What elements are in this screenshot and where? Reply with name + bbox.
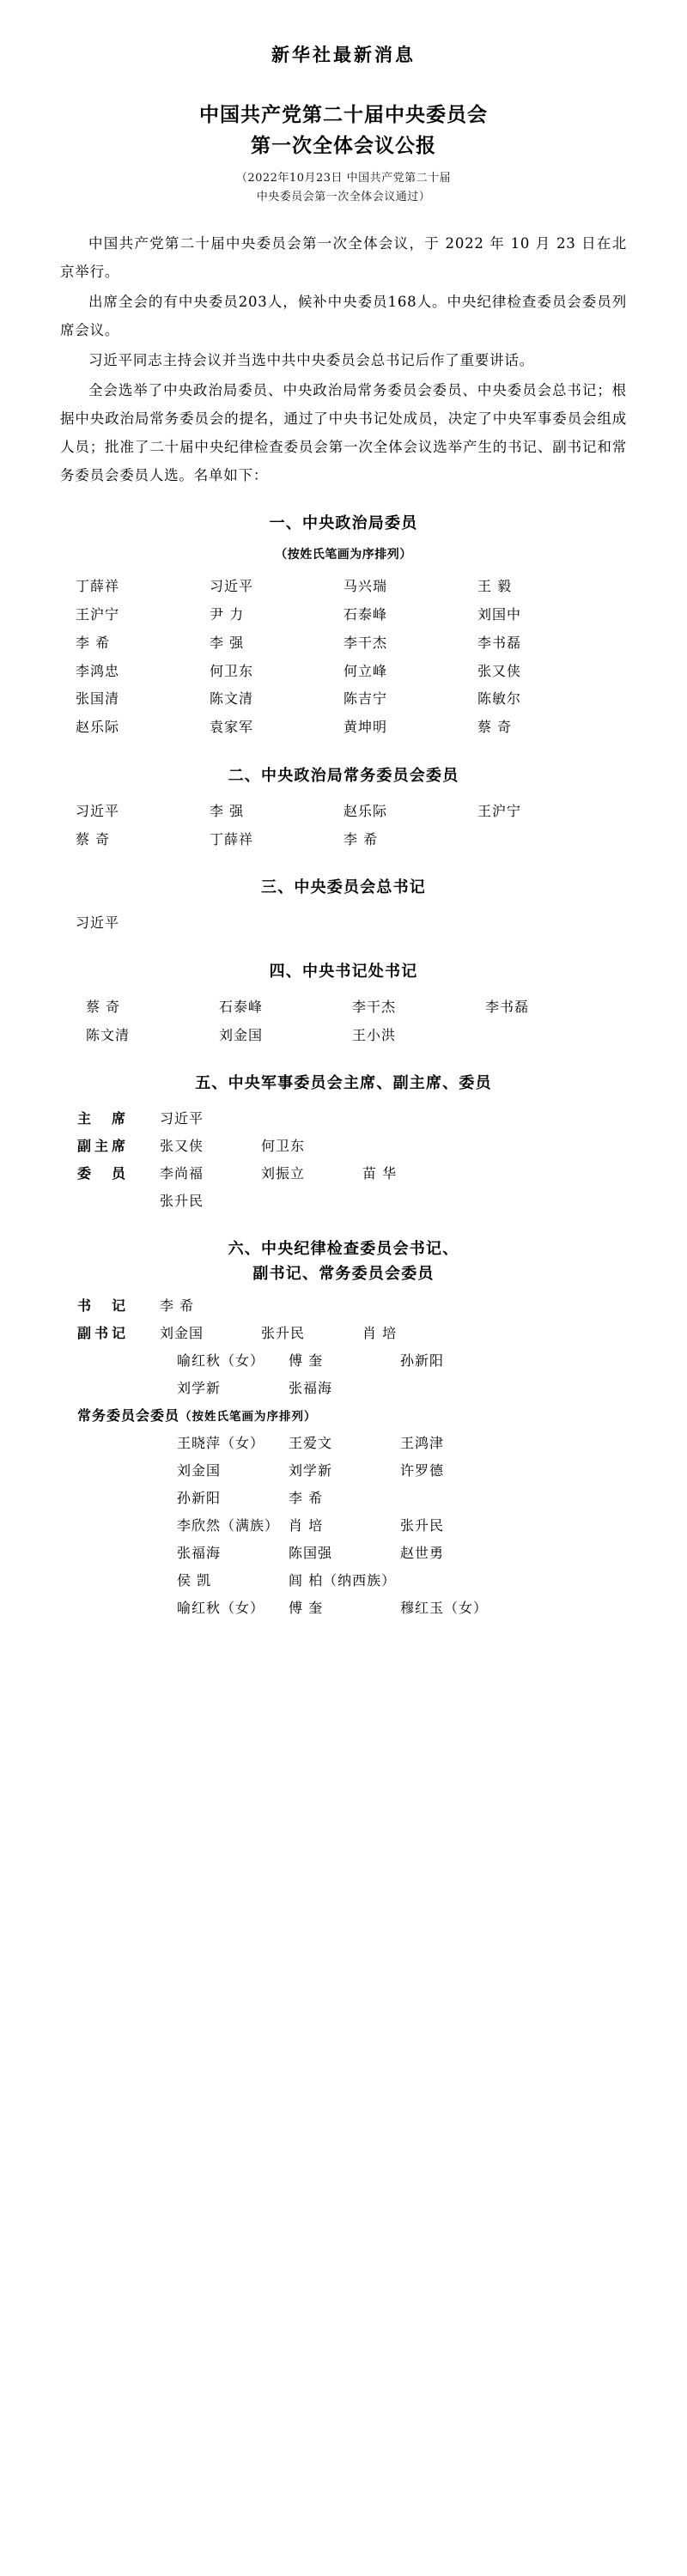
list-item: 何卫东: [210, 662, 254, 679]
masthead: 新华社最新消息: [271, 44, 416, 65]
list-item: 李 强: [210, 634, 245, 651]
role-row: [77, 1160, 627, 1188]
role-row-secretary: [77, 1292, 627, 1320]
role-label: 委 员: [77, 1165, 130, 1182]
list-item: 刘金国: [177, 1461, 222, 1479]
list-item: 陈国强: [289, 1544, 333, 1561]
standing-committee-subheading: [77, 1402, 627, 1430]
list-item: 侯 凯: [177, 1571, 212, 1589]
name-list-secretariat: [60, 993, 627, 1050]
role-list-ccdi: [60, 1292, 627, 1622]
role-label: 副主席: [77, 1138, 130, 1155]
list-item: 李干杰: [344, 634, 388, 651]
paragraph: 中国共产党第二十届中央委员会第一次全体会议，于 2022 年 10 月 23 日在北京举行。: [60, 235, 627, 281]
section-heading-general-secretary: 三、中央委员会总书记: [261, 878, 426, 897]
ccdi-heading-line-2: 副书记、常务委员会委员: [252, 1265, 435, 1284]
standing-committee-row: [77, 1430, 627, 1457]
list-item: 李干杰: [352, 998, 397, 1015]
paragraph: 全会选举了中央政治局委员、中央政治局常务委员会委员、中央委员会总书记；根据中央政治局常务委员会的提名，通过了中央书记处成员，决定了中央军事委员会组成人员；批准了二十届中央纪律检查委员会第一次全体会议选举产生的书记、副书记和常务委员会委员人选。名单如下：: [60, 382, 627, 484]
list-item: 石泰峰: [344, 606, 388, 623]
list-item: 李 希: [344, 830, 379, 848]
list-item: 张又侠: [477, 662, 522, 679]
list-item: 陈敏尔: [477, 690, 522, 708]
document-subtitle: [60, 169, 627, 207]
list-item: 蔡 奇: [86, 998, 121, 1015]
deputy-row: [77, 1375, 627, 1402]
standing-committee-row: [77, 1457, 627, 1485]
title-line-1: 中国共产党第二十届中央委员会: [199, 103, 488, 126]
list-item: 傅 奎: [289, 1599, 324, 1616]
list-item: 习近平: [160, 1110, 204, 1127]
list-item: 王晓萍（女）: [177, 1434, 265, 1451]
standing-committee-row: [77, 1567, 627, 1595]
list-item: 赵世勇: [400, 1544, 445, 1561]
list-item: 赵乐际: [76, 719, 120, 736]
role-names: [160, 1292, 261, 1320]
list-item: 蔡 奇: [76, 830, 111, 848]
list-item: 张福海: [289, 1379, 333, 1396]
list-item: 王沪宁: [477, 802, 522, 819]
list-item: 李欣然（满族）: [177, 1516, 280, 1534]
list-item: 喻红秋（女）: [177, 1352, 265, 1369]
list-item: 陈吉宁: [344, 690, 388, 708]
role-names: [160, 1160, 464, 1188]
list-item: 赵乐际: [344, 802, 388, 819]
list-item: 石泰峰: [219, 998, 264, 1015]
list-item: 刘金国: [160, 1324, 204, 1341]
name-list-standing-committee: [60, 798, 627, 854]
list-item: 蔡 奇: [477, 719, 513, 736]
role-label: 主 席: [77, 1110, 130, 1127]
subtitle-line-2: 中央委员会第一次全体会议通过）: [256, 191, 431, 204]
role-names: [160, 1188, 261, 1215]
section-heading-politburo: 一、中央政治局委员: [269, 514, 418, 533]
list-item: 习近平: [210, 578, 254, 595]
standing-committee-row: [77, 1512, 627, 1540]
list-item: 苗 华: [362, 1165, 398, 1182]
list-item: 刘金国: [219, 1026, 264, 1043]
subtitle-line-1: （2022年10月23日 中国共产党第二十届: [235, 172, 452, 185]
role-row-deputy: [77, 1320, 627, 1347]
standing-committee-label: 常务委员会委员: [77, 1406, 180, 1424]
standing-committee-note: （按姓氏笔画为序排列）: [179, 1409, 317, 1424]
section-heading-ccdi: [60, 1237, 627, 1287]
list-item: 王小洪: [352, 1026, 397, 1043]
list-item: 李 希: [160, 1297, 195, 1314]
list-item: 何卫东: [261, 1138, 306, 1155]
list-item: 傅 奎: [289, 1352, 324, 1369]
list-item: 张升民: [160, 1193, 204, 1210]
list-item: 闾 柏（纳西族）: [289, 1571, 397, 1589]
list-item: 陈文清: [86, 1026, 131, 1043]
list-item: 孙新阳: [177, 1489, 222, 1506]
list-item: 喻红秋（女）: [177, 1599, 265, 1616]
name-general-secretary: 习近平: [76, 914, 120, 932]
section-heading-standing-committee: 二、中央政治局常务委员会委员: [228, 767, 459, 786]
list-item: 许罗德: [400, 1461, 445, 1479]
list-item: 陈文清: [210, 690, 254, 708]
list-item: 刘学新: [177, 1379, 222, 1396]
list-item: 黄坤明: [344, 719, 388, 736]
list-item: 李书磊: [477, 634, 522, 651]
page-title: [60, 100, 627, 161]
list-item: 张又侠: [160, 1138, 204, 1155]
paragraph: 出席全会的有中央委员203人，候补中央委员168人。中央纪律检查委员会委员列席会议。: [60, 294, 627, 339]
ccdi-heading-line-1: 六、中央纪律检查委员会书记、: [228, 1240, 459, 1259]
list-item: 李书磊: [485, 998, 530, 1015]
role-names: [160, 1133, 362, 1160]
standing-committee-row: [77, 1595, 627, 1622]
list-item: 尹 力: [210, 606, 245, 623]
list-item: 李 希: [76, 634, 111, 651]
title-line-2: 第一次全体会议公报: [251, 133, 436, 157]
list-item: 李尚福: [160, 1165, 204, 1182]
list-item: 张升民: [261, 1324, 306, 1341]
list-item: 习近平: [76, 802, 120, 819]
list-item: 王爱文: [289, 1434, 333, 1451]
list-item: 李 强: [210, 802, 245, 819]
list-item: 张升民: [400, 1516, 445, 1534]
section-heading-cmc: 五、中央军事委员会主席、副主席、委员: [195, 1074, 492, 1093]
list-item: 穆红玉（女）: [400, 1599, 489, 1616]
list-item: 李鸿忠: [76, 662, 120, 679]
role-label: 副书记: [77, 1324, 130, 1341]
list-item: 刘国中: [477, 606, 522, 623]
list-item: 王鸿津: [400, 1434, 445, 1451]
list-item: 张国清: [76, 690, 120, 708]
name-list-politburo: [60, 573, 627, 742]
list-item: 何立峰: [344, 662, 388, 679]
section-note-politburo: （按姓氏笔画为序排列）: [275, 548, 412, 562]
list-item: 李 希: [289, 1489, 324, 1506]
standing-committee-row: [77, 1485, 627, 1512]
list-item: 马兴瑞: [344, 578, 388, 595]
role-names: [160, 1320, 464, 1347]
role-row: [77, 1133, 627, 1160]
role-row: [77, 1188, 627, 1215]
role-row: [77, 1105, 627, 1133]
standing-committee-row: [77, 1540, 627, 1567]
list-item: 孙新阳: [400, 1352, 445, 1369]
list-item: 王 毅: [477, 578, 513, 595]
role-names: [160, 1105, 261, 1133]
list-item: 王沪宁: [76, 606, 120, 623]
list-item: 张福海: [177, 1544, 222, 1561]
list-item: 丁薛祥: [76, 578, 120, 595]
list-item: 肖 培: [289, 1516, 324, 1534]
list-item: 丁薛祥: [210, 830, 254, 848]
deputy-row: [77, 1347, 627, 1375]
list-item: 刘学新: [289, 1461, 333, 1479]
paragraph: 习近平同志主持会议并当选中共中央委员会总书记后作了重要讲话。: [88, 352, 534, 369]
section-heading-secretariat: 四、中央书记处书记: [269, 963, 418, 981]
list-item: 刘振立: [261, 1165, 306, 1182]
list-item: 袁家军: [210, 719, 254, 736]
list-item: 肖 培: [362, 1324, 398, 1341]
role-label: 书 记: [77, 1297, 130, 1314]
role-list-cmc: [60, 1105, 627, 1215]
